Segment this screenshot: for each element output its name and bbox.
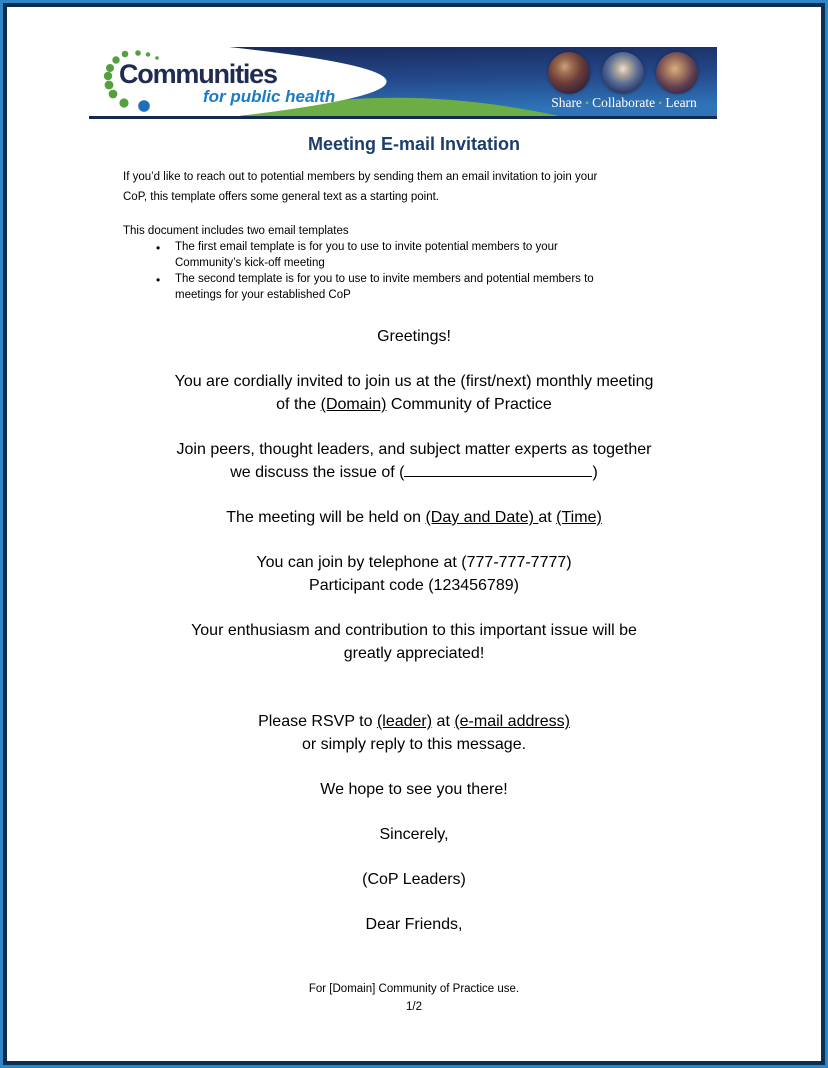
text-segment: meetings for your established CoP [175,289,351,301]
letter-paragraph-rsvp [123,710,705,756]
text-segment: We hope to see you there! [320,781,508,798]
text-segment: of the [276,396,321,413]
motto-word-learn: Learn [665,95,697,110]
text-segment: greatly appreciated! [343,645,485,662]
text-segment: at [432,713,455,730]
list-item-first-template [150,239,675,271]
text-segment: Your enthusiasm and contribution to this important issue will be [191,622,637,639]
text-segment: (e-mail address) [454,713,570,730]
page-footer [123,980,705,1016]
letter-paragraph-dear-friends [123,913,705,936]
banner-photo-1 [548,52,590,94]
text-segment: or simply reply to this message. [301,736,527,753]
list-item-second-template [150,271,675,303]
text-segment: CoP, this template offers some general text as a starting point. [123,191,439,203]
text-segment: Community of Practice [386,396,552,413]
banner-motto [535,95,713,111]
list-intro: This document includes two email templates [123,225,349,237]
text-segment: (CoP Leaders) [362,871,466,888]
text-segment: Sincerely, [379,826,449,843]
header-banner [89,47,717,119]
text-segment: Participant code (123456789) [309,577,519,594]
letter-paragraph-telephone [123,551,705,597]
letter-section [123,325,705,936]
footer-page-number: 1/2 [406,1001,422,1013]
cph-logo [95,47,345,116]
logo-tagline: for public health [203,87,336,106]
letter-paragraph-cop-leaders [123,868,705,891]
text-segment: we discuss the issue of ( [230,464,405,481]
letter-paragraph-join-peers [123,438,705,484]
text-segment: Please RSVP to [258,713,377,730]
text-segment: Community’s kick-off meeting [175,257,325,269]
banner-photo-2 [602,52,644,94]
intro-paragraph [123,167,705,207]
logo-name: Communities [119,59,277,89]
text-segment: The second template is for you to use to invite members and potential members to [175,273,594,285]
text-segment: at [538,509,557,526]
letter-paragraph-meeting-held [123,506,705,529]
page-border [3,3,825,1065]
motto-word-collaborate: Collaborate [592,95,656,110]
letter-paragraph-sincerely [123,823,705,846]
text-segment: (leader) [376,713,433,730]
text-segment: ) [592,464,598,481]
text-segment: Dear Friends, [365,916,463,933]
letter-paragraph-enthusiasm [123,619,705,665]
motto-separator-dot-icon: • [584,96,590,110]
document-body [7,134,821,1016]
footer-note: For [Domain] Community of Practice use. [308,983,520,995]
text-segment: You are cordially invited to join us at the (first/next) monthly meeting [174,373,654,390]
text-segment: The meeting will be held on [226,509,426,526]
page-title: Meeting E-mail Invitation [307,134,521,154]
text-segment: (Day and Date) [425,509,539,526]
template-list [150,239,705,303]
text-segment: You can join by telephone at (777-777-7777) [256,554,572,571]
letter-paragraph-hope [123,778,705,801]
letter-paragraph-greetings [123,325,705,348]
motto-separator-dot-icon: • [658,96,663,110]
motto-word-share: Share [551,95,582,110]
text-segment: (Domain) [320,396,387,413]
text-segment: Join peers, thought leaders, and subject matter experts as together [176,441,652,458]
banner-photo-3 [656,52,698,94]
text-segment: Greetings! [377,328,451,345]
fill-in-blank [404,462,592,477]
text-segment: The first email template is for you to use to invite potential members to your [175,241,558,253]
text-segment: (Time) [556,509,602,526]
text-segment: If you’d like to reach out to potential members by sending them an email invitation to join your [123,171,598,183]
letter-paragraph-invitation [123,370,705,416]
